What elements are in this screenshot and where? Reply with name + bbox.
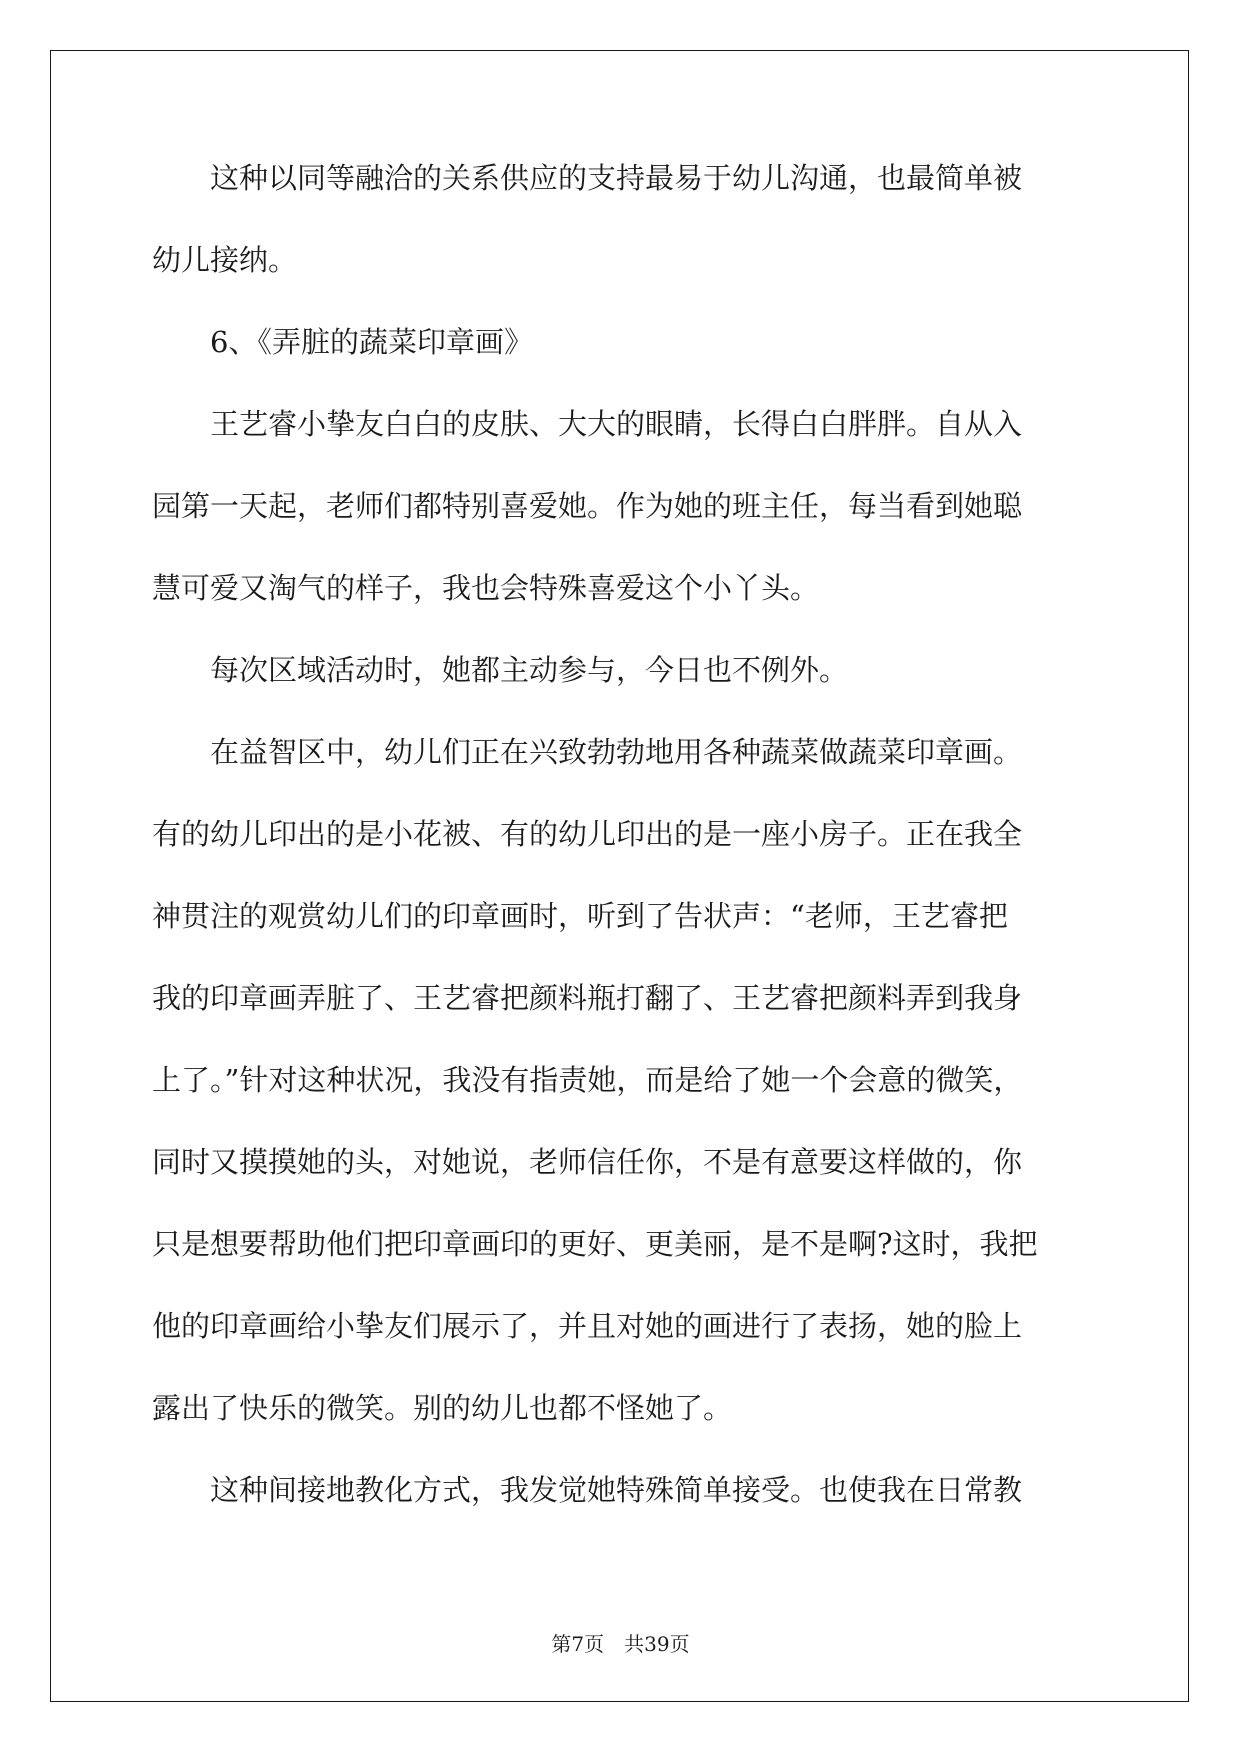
text-line: 每次区域活动时，她都主动参与，今日也不例外。 [152, 653, 849, 687]
page-footer [0, 1628, 1241, 1657]
text-line: 上了。”针对这种状况，我没有指责她，而是给了她一个会意的微笑， [152, 1063, 1023, 1097]
text-line: 他的印章画给小挚友们展示了，并且对她的画进行了表扬，她的脸上 [152, 1309, 1023, 1343]
text-line: 这种以同等融洽的关系供应的支持最易于幼儿沟通，也最简单被 [152, 161, 1023, 195]
text-line: 神贯注的观赏幼儿们的印章画时，听到了告状声：“老师，王艺睿把 [152, 899, 1008, 933]
text-line: 园第一天起，老师们都特别喜爱她。作为她的班主任，每当看到她聪 [152, 489, 1023, 523]
text-line: 在益智区中，幼儿们正在兴致勃勃地用各种蔬菜做蔬菜印章画。 [152, 735, 1023, 769]
page-number: 第7页 共39页 [551, 1632, 690, 1656]
text-line: 王艺睿小挚友白白的皮肤、大大的眼睛，长得白白胖胖。自从入 [152, 407, 1023, 441]
text-line: 慧可爱又淘气的样子，我也会特殊喜爱这个小丫头。 [152, 571, 820, 605]
text-line: 这种间接地教化方式，我发觉她特殊简单接受。也使我在日常教 [152, 1473, 1023, 1507]
section-heading: 6、《弄脏的蔬菜印章画》 [152, 325, 533, 359]
text-line: 我的印章画弄脏了、王艺睿把颜料瓶打翻了、王艺睿把颜料弄到我身 [152, 981, 1023, 1015]
text-line: 同时又摸摸她的头，对她说，老师信任你，不是有意要这样做的，你 [152, 1145, 1023, 1179]
text-line: 露出了快乐的微笑。别的幼儿也都不怪她了。 [152, 1391, 733, 1425]
document-body [152, 160, 1092, 1554]
text-line: 有的幼儿印出的是小花被、有的幼儿印出的是一座小房子。正在我全 [152, 817, 1023, 851]
text-line: 幼儿接纳。 [152, 243, 298, 277]
text-line: 只是想要帮助他们把印章画印的更好、更美丽，是不是啊?这时，我把 [152, 1227, 1038, 1261]
